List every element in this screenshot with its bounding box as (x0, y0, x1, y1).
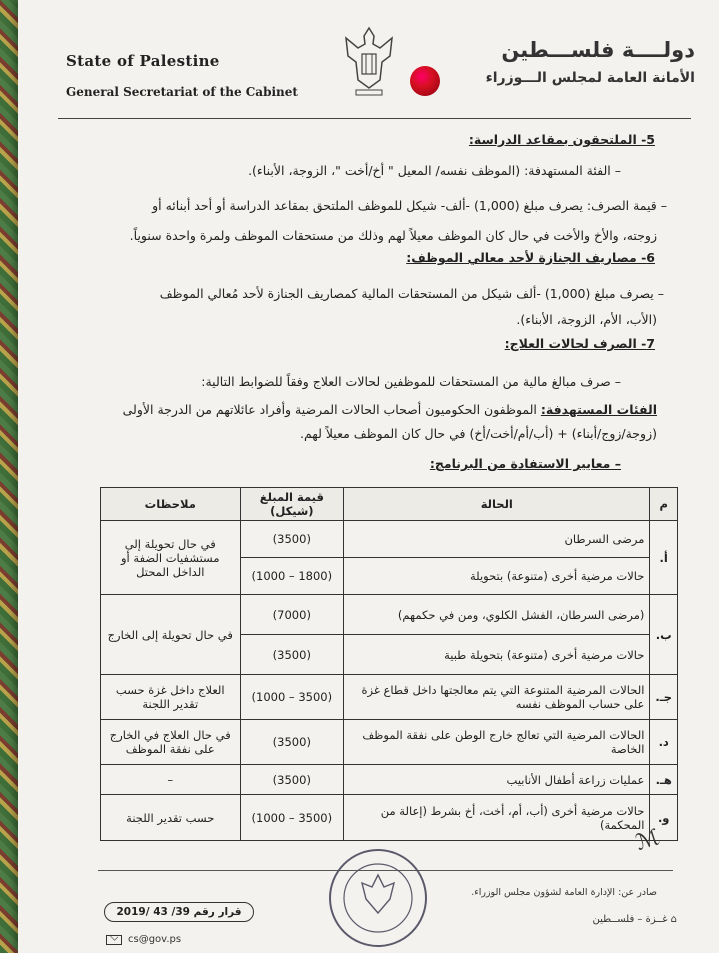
row-number: ب. (650, 595, 678, 675)
header-divider (58, 118, 691, 119)
row-case: مرضى السرطان (344, 521, 650, 558)
city-label: غــزة – فلســطين (592, 914, 668, 925)
table-row (101, 720, 678, 765)
table-row (101, 595, 678, 635)
row-amount: (3500 – 1000) (240, 795, 344, 841)
footer-divider (98, 870, 673, 871)
header-secretariat-ar: الأمانة العامة لمجلس الـــوزراء (485, 70, 695, 86)
row-number: د. (650, 720, 678, 765)
row-amount: (7000) (240, 595, 344, 635)
row-note: العلاج داخل غزة حسب تقدير اللجنة (101, 675, 241, 720)
section-5-item-1: – الفئة المستهدفة: (الموظف نفسه/ المعيل " أخ/أخت "، الزوجة، الأبناء). (248, 163, 621, 178)
row-number: أ. (650, 521, 678, 595)
header-state-en: State of Palestine (66, 52, 220, 70)
col-header-case: الحالة (344, 488, 650, 521)
section-7-target-text: الموظفون الحكوميون أصحاب الحالات المرضية وأفراد عائلاتهم من الدرجة الأولى (122, 402, 541, 417)
row-note: في حال تحويلة إلى مستشفيات الضفة أو الداخل المحتل (101, 521, 241, 595)
red-wax-seal-icon (410, 66, 440, 96)
row-case: حالات مرضية أخرى (أب، أم، أخت، أخ بشرط (إعالة من المحكمة) (344, 795, 650, 841)
header-secretariat-en: General Secretariat of the Cabinet (66, 85, 298, 99)
email-address: cs@gov.ps (128, 934, 182, 945)
section-5-item-2a: – قيمة الصرف: يصرف مبلغ (1,000) -ألف- شيكل للموظف الملتحق بمقاعد الدراسة أو أحد أبنائه أو (152, 198, 667, 213)
section-5-title: 5- الملتحقون بمقاعد الدراسة: (468, 132, 655, 147)
section-7-item-1: – صرف مبالغ مالية من المستحقات للموظفين لحالات العلاج وفقاً للضوابط التالية: (201, 374, 621, 389)
row-amount: (3500 – 1000) (240, 675, 344, 720)
treatment-amounts-table (100, 487, 678, 841)
section-7-target-label: الفئات المستهدفة: (540, 402, 657, 417)
col-header-number: م (650, 488, 678, 521)
col-header-notes: ملاحظات (101, 488, 241, 521)
email-contact (106, 934, 181, 945)
location-pin-icon: ⌂ (670, 914, 677, 925)
row-case: عمليات زراعة أطفال الأنابيب (344, 765, 650, 795)
row-amount: (3500) (240, 720, 344, 765)
table-header-row (101, 488, 678, 521)
mail-icon (106, 935, 122, 945)
row-note: في حال تحويلة إلى الخارج (101, 595, 241, 675)
section-7-target (58, 402, 657, 417)
section-5-item-2b: زوجته، والأخ والأخت في حال كان الموظف معيلاً لهم وذلك من مستحقات الموظف ولمرة واحدة سنوياً. (129, 228, 657, 243)
eagle-emblem-icon (340, 22, 398, 102)
section-6-title: 6- مصاريف الجنازة لأحد معالي الموظف: (406, 250, 655, 265)
row-amount: (3500) (240, 635, 344, 675)
section-6-item-1b: (الأب، الأم، الزوجة، الأبناء). (516, 312, 657, 327)
row-number: جـ. (650, 675, 678, 720)
section-7-criteria: – معايير الاستفادة من البرنامج: (429, 456, 621, 471)
row-amount: (1800 – 1000) (240, 558, 344, 595)
document-page (18, 0, 719, 953)
official-stamp-icon (318, 843, 438, 953)
table-row (101, 521, 678, 558)
row-amount: (3500) (240, 765, 344, 795)
row-case: (مرضى السرطان، الفشل الكلوي، ومن في حكمهم) (344, 595, 650, 635)
row-note: – (101, 765, 241, 795)
row-case: الحالات المرضية المتنوعة التي يتم معالجتها داخل قطاع غزة على حساب الموظف نفسه (344, 675, 650, 720)
table-row (101, 675, 678, 720)
header-state-ar: دولــــة فلســـطين (501, 38, 695, 62)
row-note: حسب تقدير اللجنة (101, 795, 241, 841)
city-text (593, 914, 677, 925)
row-number: هـ. (650, 765, 678, 795)
section-7-title: 7- الصرف لحالات العلاج: (504, 336, 655, 351)
decision-number-badge: قرار رقم 39/ 43 /2019 (104, 902, 254, 922)
row-case: الحالات المرضية التي تعالج خارج الوطن على نفقة الموظف الخاصة (344, 720, 650, 765)
section-6-item-1a: – يصرف مبلغ (1,000) -ألف شيكل من المستحقات المالية كمصاريف الجنازة لأحد مُعالي الموظف (159, 286, 664, 301)
row-case: حالات مرضية أخرى (متنوعة) بتحويلة (344, 558, 650, 595)
row-amount: (3500) (240, 521, 344, 558)
table-row (101, 765, 678, 795)
handwritten-signature: ℳ (632, 824, 663, 857)
row-note: في حال العلاج في الخارج على نفقة الموظف (101, 720, 241, 765)
row-number: و. (650, 795, 678, 841)
section-7-target-2: (زوجة/زوج/أبناء) + (أب/أم/أخت/أخ) في حال كان الموظف معيلاً لهم. (300, 426, 657, 441)
issued-by-text: صادر عن: الإدارة العامة لشؤون مجلس الوزراء. (471, 887, 657, 898)
table-row (101, 795, 678, 841)
col-header-amount: قيمة المبلغ (شيكل) (240, 488, 344, 521)
row-case: حالات مرضية أخرى (متنوعة) بتحويلة طبية (344, 635, 650, 675)
